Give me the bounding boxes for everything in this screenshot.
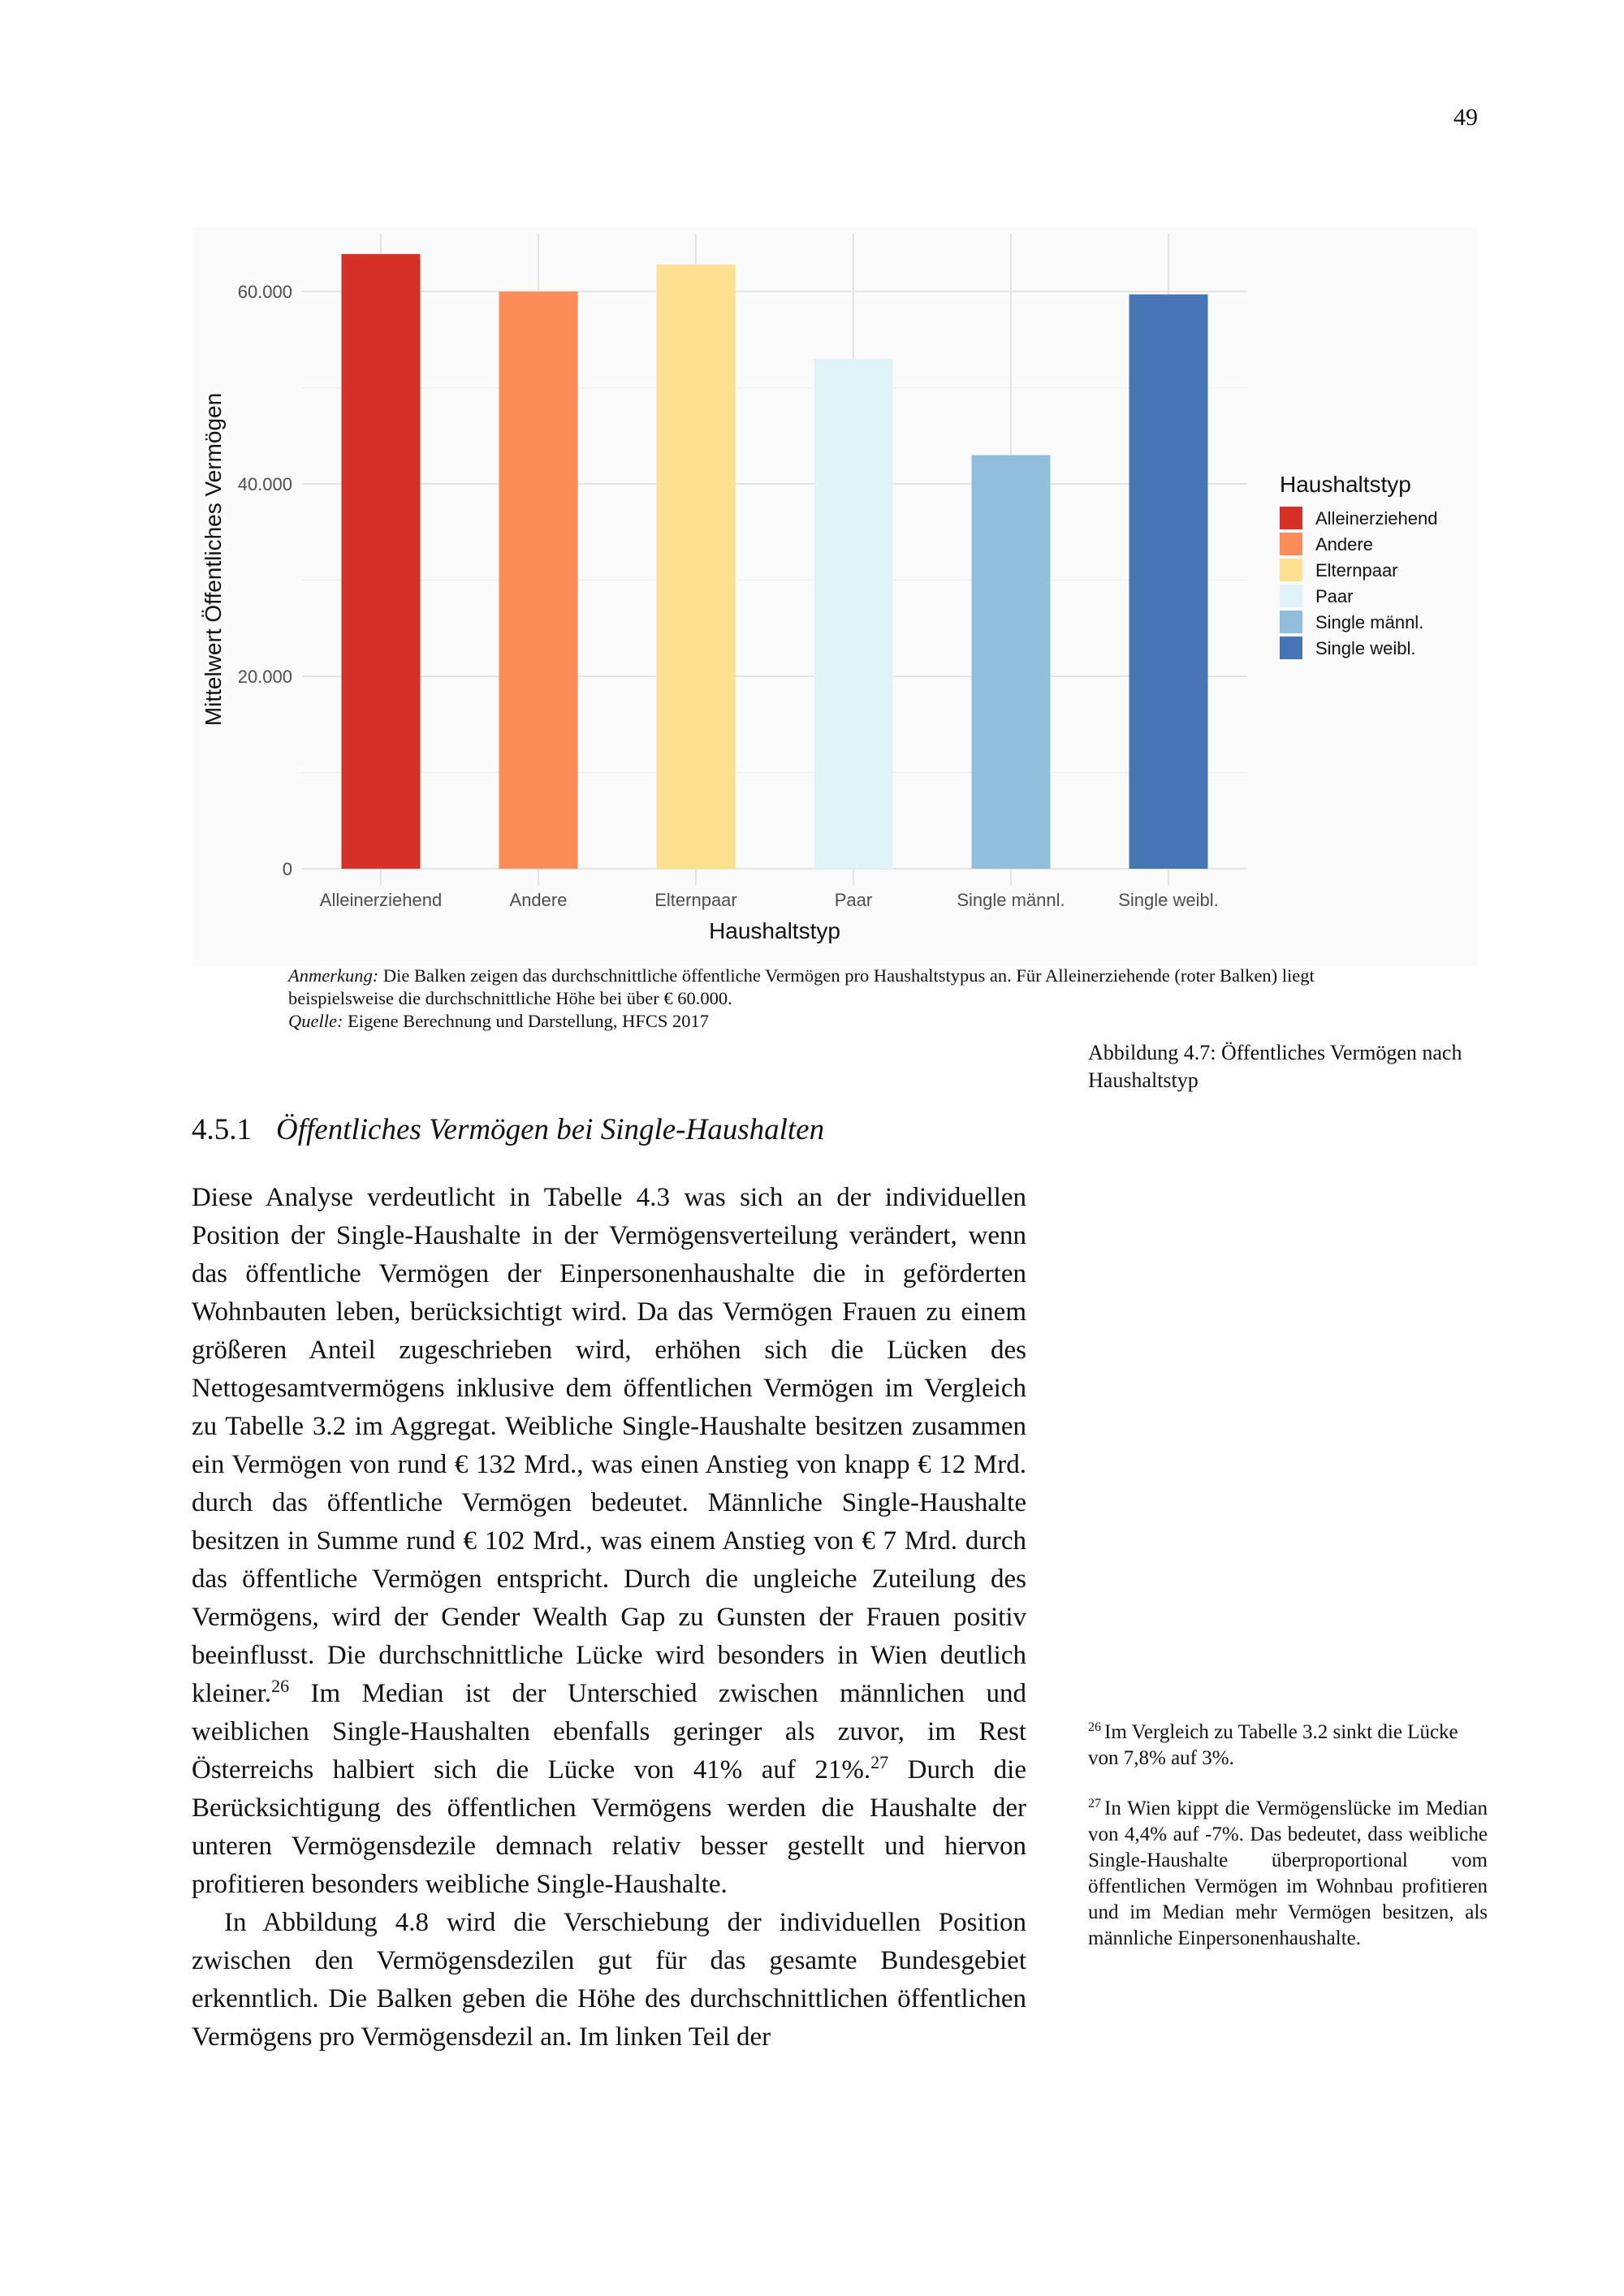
section-number: 4.5.1 (192, 1113, 252, 1146)
bar-single-weibl- (1129, 295, 1208, 869)
footnote-26-mark: 26 (1088, 1720, 1101, 1734)
y-tick-label: 0 (282, 859, 292, 879)
paragraph-2: In Abbildung 4.8 wird die Verschiebung der individuellen Position zwischen den Vermögensdezilen gut für das gesamte Bundesgebiet erkenntlich. Die Balken geben die Höhe des durchschnittlichen öffentlichen Vermögens pro Vermögensdezil an. Im linken Teil der (192, 1908, 1026, 2052)
figure-caption: Abbildung 4.7: Öffentliches Vermögen nach Haushaltstyp (1088, 1041, 1462, 1092)
y-axis-title: Mittelwert Öffentliches Vermögen (201, 392, 226, 727)
legend-label: Single weibl. (1315, 638, 1416, 658)
footnote-27-text: In Wien kippt die Vermögenslücke im Median von 4,4% auf -7%. Das bedeutet, dass weibliche Single-Haushalte überproportional vom öffentlichen Vermögen im Wohnbau profitieren und im Median mehr Vermögen besitzen, als männliche Einpersonenhaushalte. (1088, 1798, 1488, 1949)
x-tick-label: Single weibl. (1118, 890, 1219, 910)
legend-swatch (1280, 637, 1302, 659)
bar-chart-figure (192, 227, 1478, 966)
figure-note (288, 965, 1409, 1033)
x-tick-label: Single männl. (957, 890, 1065, 910)
y-tick-label: 20.000 (237, 667, 292, 688)
source-text: Eigene Berechnung und Darstellung, HFCS 2017 (343, 1011, 710, 1031)
bar-single-männl- (972, 455, 1051, 869)
footnote-27-mark: 27 (1088, 1796, 1101, 1810)
body-text (192, 1179, 1026, 2056)
x-tick-label: Andere (509, 890, 568, 910)
legend-swatch (1280, 533, 1302, 555)
paragraph-1-part-b: Im Median ist der Unterschied zwischen männlichen und weiblichen Single-Haushalten ebenfalls geringer als zuvor, im Rest Österreichs halbiert sich die Lücke von 41% auf 21%. (192, 1679, 1026, 1785)
x-tick-label: Alleinerziehend (319, 890, 443, 910)
paragraph-1-part-a: Diese Analyse verdeutlicht in Tabelle 4.3 was sich an der individuellen Position der Single-Haushalte in der Vermögensverteilung verändert, wenn das öffentliche Vermögen der Einpersonenhaushalte die in geförderten Wohnbauten leben, berücksichtigt wird. Da das Vermögen Frauen zu einem größeren Anteil zugeschrieben wird, erhöhen sich die Lücken des Nettogesamtvermögens inklusive dem öffentlichen Vermögen im Vergleich zu Tabelle 3.2 im Aggregat. Weibliche Single-Haushalte besitzen zusammen ein Vermögen von rund € 132 Mrd., was einen Anstieg von knapp € 12 Mrd. durch das öffentliche Vermögen bedeutet. Männliche Single-Haushalte besitzen in Summe rund € 102 Mrd., was einem Anstieg von € 7 Mrd. durch das öffentliche Vermögen entspricht. Durch die ungleiche Zuteilung des Vermögens, wird der Gender Wealth Gap zu Gunsten der Frauen positiv beeinflusst. Die durchschnittliche Lücke wird besonders in Wien deutlich kleiner. (192, 1183, 1026, 1708)
legend-swatch (1280, 559, 1302, 581)
source-label: Quelle: (288, 1011, 343, 1031)
paragraph-1 (192, 1179, 1026, 1904)
bar-chart (192, 227, 1478, 966)
page-number: 49 (1453, 104, 1478, 131)
paragraph-1-part-c: Durch die Berücksichtigung des öffentlichen Vermögens werden die Haushalte der unteren Vermögensdezile demnach relativ besser gestellt und hiervon profitieren besonders weibliche Single-Haushalte. (192, 1755, 1026, 1899)
legend-swatch (1280, 611, 1302, 633)
bar-andere (499, 291, 578, 869)
x-axis-title: Haushaltstyp (709, 918, 840, 943)
legend-swatch (1280, 585, 1302, 607)
note-label: Anmerkung: (288, 965, 379, 986)
x-tick-label: Elternpaar (654, 890, 737, 910)
bar-paar (814, 359, 893, 869)
legend-label: Elternpaar (1315, 560, 1398, 580)
footnote-26 (1088, 1720, 1488, 1772)
section-title: Öffentliches Vermögen bei Single-Haushalten (276, 1113, 825, 1146)
legend-label: Alleinerziehend (1315, 508, 1438, 529)
legend-title: Haushaltstyp (1280, 472, 1411, 497)
legend-swatch (1280, 507, 1302, 529)
footnote-27 (1088, 1796, 1488, 1952)
bar-alleinerziehend (342, 254, 421, 869)
note-text: Die Balken zeigen das durchschnittliche öffentliche Vermögen pro Haushaltstypus an. Für Alleinerziehende (roter Balken) liegt beispielsweise die durchschnittliche Höhe bei über € 60.000. (288, 965, 1315, 1008)
footnote-ref-27[interactable]: 27 (870, 1752, 889, 1772)
footnote-ref-26[interactable]: 26 (271, 1676, 290, 1696)
footnote-26-text: Im Vergleich zu Tabelle 3.2 sinkt die Lücke von 7,8% auf 3%. (1088, 1721, 1458, 1769)
legend-label: Single männl. (1315, 612, 1424, 632)
x-tick-label: Paar (834, 890, 873, 910)
legend-label: Andere (1315, 534, 1373, 555)
y-tick-label: 40.000 (237, 474, 292, 495)
y-tick-label: 60.000 (237, 282, 292, 303)
section-heading (192, 1112, 1085, 1147)
bar-elternpaar (657, 265, 736, 869)
legend-label: Paar (1315, 586, 1354, 606)
